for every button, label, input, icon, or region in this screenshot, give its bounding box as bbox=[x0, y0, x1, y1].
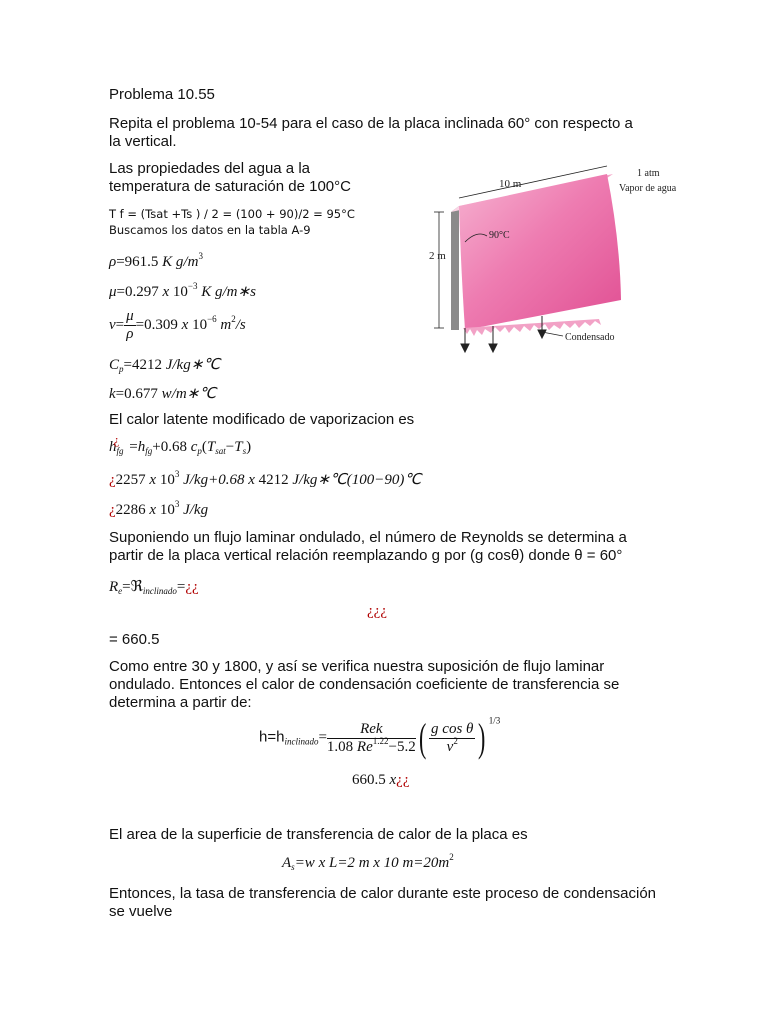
properties-intro-line-1: Las propiedades del agua a la bbox=[109, 160, 310, 177]
vapor-label: Vapor de agua bbox=[619, 183, 677, 194]
height-label: 2 m bbox=[429, 250, 446, 262]
h-main-fraction: $\frac{\text{Rek}}{1.08 Re^{1.22}-5.2}$ bbox=[326, 720, 416, 755]
reynolds-invalid-expression: ¿¿¿ bbox=[367, 603, 387, 619]
area-text: El area de la superficie de transferencia de calor de la placa es bbox=[109, 826, 528, 843]
condensate-label: Condensado bbox=[565, 332, 615, 343]
h-inner-fraction: $\frac{\text{g cos θ}}{v^2}$ bbox=[431, 720, 474, 755]
plate-face bbox=[459, 174, 621, 330]
plate-side bbox=[451, 206, 459, 330]
verification-text-line-2: ondulado. Entonces el calor de condensación coeficiente de transferencia se bbox=[109, 676, 620, 693]
reynolds-text-line-2: partir de la placa vertical relación reemplazando g por (g cosθ) donde θ = 60° bbox=[109, 547, 623, 564]
area-equation: $A_s=w$ x L=2 m x 10 $m=20m^2$ bbox=[282, 852, 454, 872]
kinematic-viscosity-equation: v= $\frac{\mu}{\rho}$ =0.309 x $10^{-6}$ $m^2/s$ bbox=[109, 308, 246, 342]
width-label: 10 m bbox=[499, 178, 522, 190]
nu-fraction: $\frac{\mu}{\rho}$ bbox=[126, 308, 134, 342]
reynolds-equation: $R_e=ℜ_{inclinado}=¿¿$ bbox=[109, 579, 199, 596]
reynolds-text-line-1: Suponiendo un flujo laminar ondulado, el número de Reynolds se determina a bbox=[109, 529, 627, 546]
problem-statement-line-2: la vertical. bbox=[109, 133, 177, 150]
heat-transfer-coefficient-equation: $h=h_{inclinado}=$ $\frac{\text{Rek}}{1.08 Re^{1.22}-5.2}$ ( $\frac{\text{g cos θ}}{v^2}$ ) $^{1/3}$ bbox=[259, 715, 501, 760]
conductivity-equation: k=0.677 w/m∗℃ bbox=[109, 386, 217, 402]
latent-heat-formula: $h_{fg}¿ =h_{fg}+0.68$ $c_p(T_{sat}-T_s)$ bbox=[109, 432, 252, 456]
heat-transfer-coefficient-substitution: 660.5 x¿¿ bbox=[352, 772, 410, 788]
pressure-label: 1 atm bbox=[637, 168, 660, 179]
temperature-label: 90°C bbox=[489, 230, 510, 241]
plate-figure bbox=[425, 160, 695, 355]
properties-intro-line-2: temperatura de saturación de 100°C bbox=[109, 178, 351, 195]
reynolds-result: = 660.5 bbox=[109, 631, 160, 648]
film-temperature-line: T f = (Tsat +Ts ) / 2 = (100 + 90)/2 = 95°C bbox=[109, 207, 355, 221]
latent-heat-heading: El calor latente modificado de vaporizacion es bbox=[109, 411, 415, 428]
density-equation: ρ=961.5 K $g/m^3$ bbox=[109, 251, 203, 270]
latent-heat-result: ¿2286 x $10^3$ J/kg bbox=[109, 499, 209, 518]
viscosity-equation: μ=0.297 x $10^{-3}$ K g/m∗s bbox=[109, 281, 256, 300]
rate-text-line-2: se vuelve bbox=[109, 903, 173, 920]
table-lookup-line: Buscamos los datos en la tabla A-9 bbox=[109, 223, 311, 237]
verification-text-line-1: Como entre 30 y 1800, y así se verifica nuestra suposición de flujo laminar bbox=[109, 658, 605, 675]
page-title: Problema 10.55 bbox=[109, 86, 215, 103]
rate-text-line-1: Entonces, la tasa de transferencia de calor durante este proceso de condensación bbox=[109, 885, 657, 902]
problem-statement-line-1: Repita el problema 10-54 para el caso de la placa inclinada 60° con respecto a bbox=[109, 115, 633, 132]
verification-text-line-3: determina a partir de: bbox=[109, 694, 252, 711]
latent-heat-substitution: ¿2257 x $10^3$ J/kg+0.68 x 4212 J/kg∗℃(100−90)℃ bbox=[109, 469, 422, 488]
specific-heat-equation: $C_p=4212$ J/kg∗℃ bbox=[109, 357, 221, 374]
